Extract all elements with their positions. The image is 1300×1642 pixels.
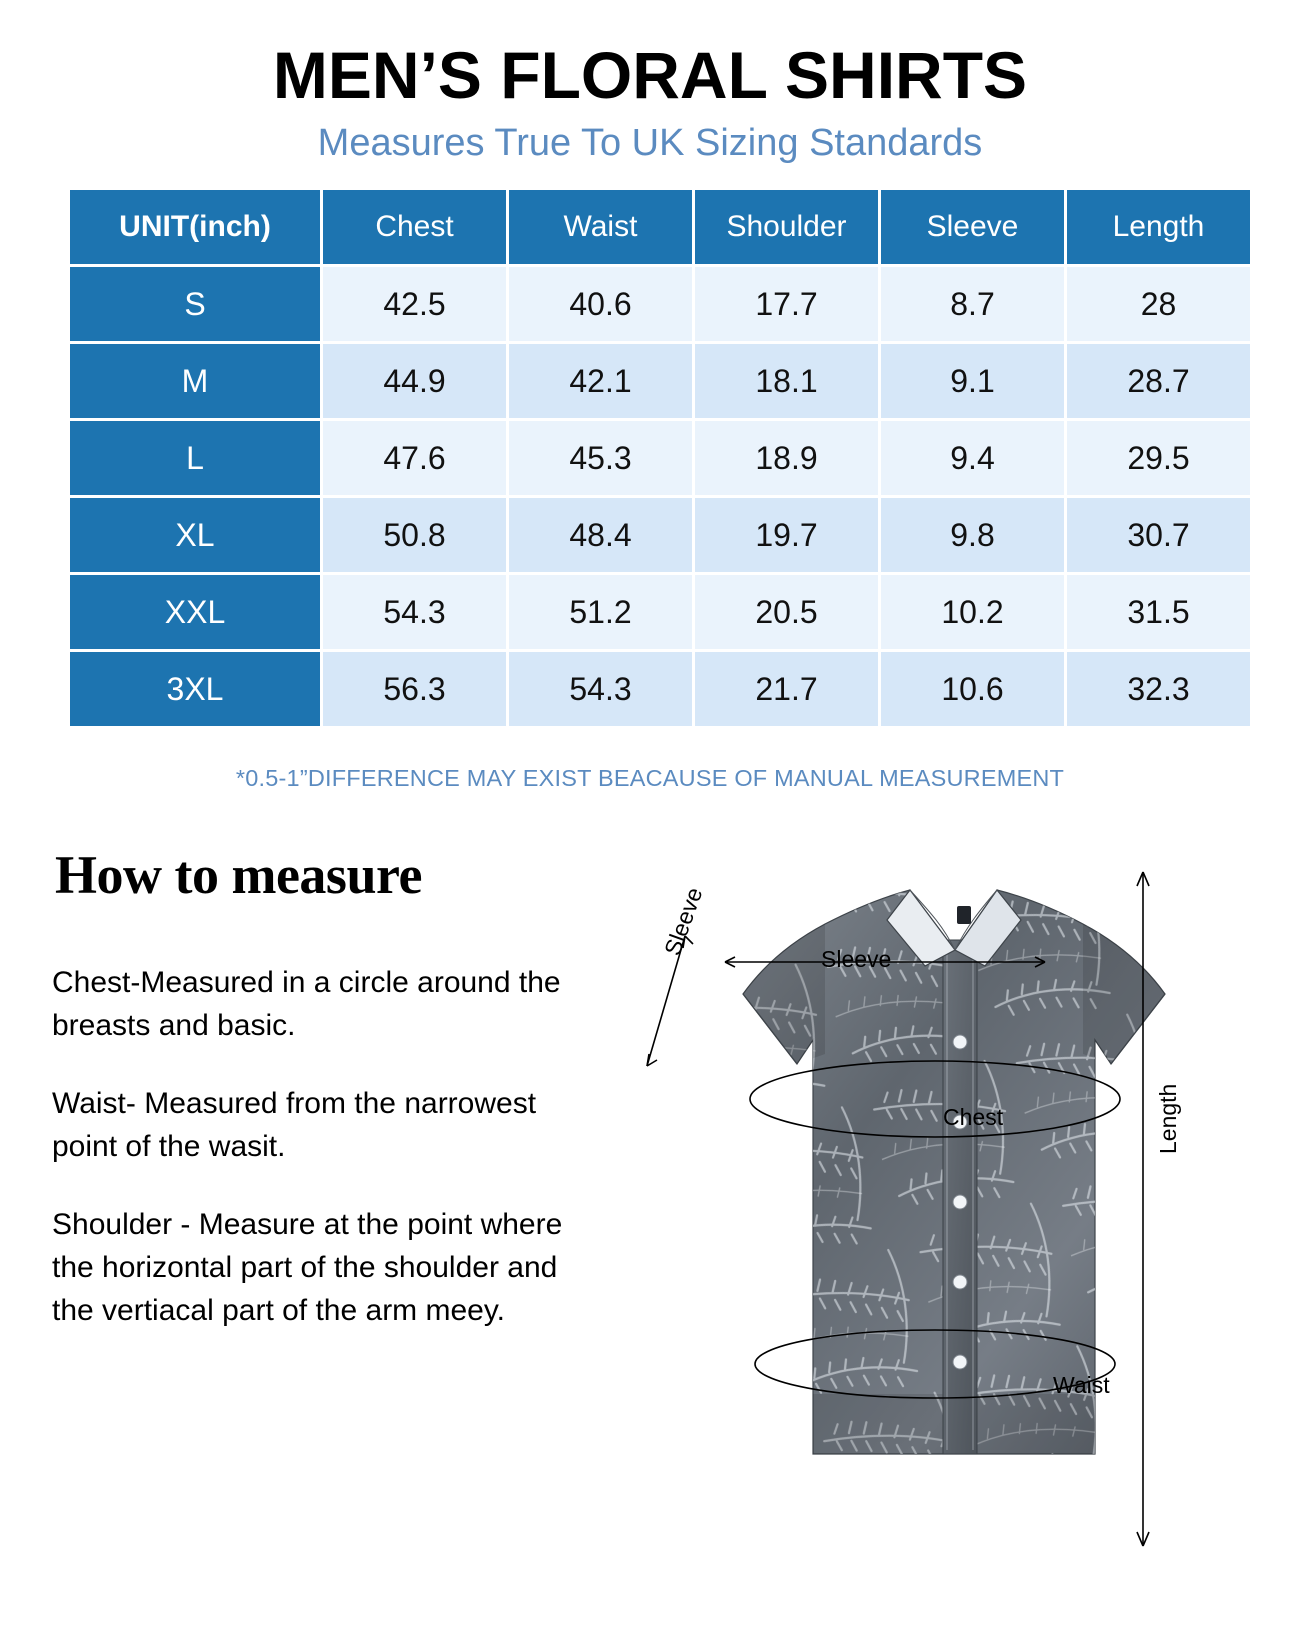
cell-chest: 54.3 — [323, 575, 506, 649]
cell-shoulder: 21.7 — [695, 652, 878, 726]
shirt-illustration-svg — [625, 854, 1285, 1564]
shirt-body — [725, 874, 1195, 1474]
cell-waist: 54.3 — [509, 652, 692, 726]
label-length: Length — [1155, 1083, 1181, 1154]
cell-length: 32.3 — [1067, 652, 1250, 726]
size-label: XL — [70, 498, 320, 572]
label-chest: Chest — [943, 1104, 1004, 1130]
label-sleeve-side: Sleeve — [659, 883, 708, 959]
size-label: 3XL — [70, 652, 320, 726]
cell-chest: 56.3 — [323, 652, 506, 726]
cell-chest: 50.8 — [323, 498, 506, 572]
shirt-diagram — [625, 854, 1285, 1564]
table-row — [70, 652, 1250, 726]
cell-length: 28.7 — [1067, 344, 1250, 418]
instruction-waist: Waist- Measured from the narrowest point of the wasit. — [52, 1087, 537, 1163]
cell-chest: 42.5 — [323, 267, 506, 341]
column-header-sleeve: Sleeve — [881, 190, 1064, 264]
size-chart-table-wrapper — [67, 187, 1233, 729]
cell-waist: 48.4 — [509, 498, 692, 572]
cell-sleeve: 9.1 — [881, 344, 1064, 418]
how-to-measure-heading: How to measure — [55, 845, 422, 905]
column-header-shoulder: Shoulder — [695, 190, 878, 264]
label-sleeve-top: Sleeve — [821, 946, 892, 972]
instruction-chest: Chest-Measured in a circle around the breasts and basic. — [52, 966, 561, 1042]
column-header-unit: UNIT(inch) — [70, 190, 320, 264]
size-label: XXL — [70, 575, 320, 649]
instruction-shoulder: Shoulder - Measure at the point where the horizontal part of the shoulder and the vertiacal part of the arm meey. — [52, 1208, 563, 1327]
cell-sleeve: 8.7 — [881, 267, 1064, 341]
label-waist: Waist — [1053, 1372, 1110, 1398]
how-to-measure-instructions — [52, 962, 592, 1368]
cell-sleeve: 9.4 — [881, 421, 1064, 495]
cell-length: 31.5 — [1067, 575, 1250, 649]
cell-shoulder: 18.1 — [695, 344, 878, 418]
page-title: MEN’S FLORAL SHIRTS — [272, 38, 1028, 112]
measurement-disclaimer: *0.5-1”DIFFERENCE MAY EXIST BEACAUSE OF MANUAL MEASUREMENT — [235, 765, 1065, 791]
cell-sleeve: 10.6 — [881, 652, 1064, 726]
cell-waist: 42.1 — [509, 344, 692, 418]
table-row — [70, 344, 1250, 418]
cell-length: 28 — [1067, 267, 1250, 341]
column-header-chest: Chest — [323, 190, 506, 264]
cell-sleeve: 9.8 — [881, 498, 1064, 572]
size-label: M — [70, 344, 320, 418]
cell-chest: 47.6 — [323, 421, 506, 495]
size-label: L — [70, 421, 320, 495]
table-row — [70, 575, 1250, 649]
cell-shoulder: 20.5 — [695, 575, 878, 649]
cell-shoulder: 19.7 — [695, 498, 878, 572]
cell-chest: 44.9 — [323, 344, 506, 418]
cell-waist: 45.3 — [509, 421, 692, 495]
cell-waist: 51.2 — [509, 575, 692, 649]
column-header-waist: Waist — [509, 190, 692, 264]
cell-shoulder: 18.9 — [695, 421, 878, 495]
table-row — [70, 421, 1250, 495]
cell-waist: 40.6 — [509, 267, 692, 341]
table-row — [70, 267, 1250, 341]
column-header-length: Length — [1067, 190, 1250, 264]
cell-length: 30.7 — [1067, 498, 1250, 572]
page-subtitle: Measures True To UK Sizing Standards — [317, 122, 983, 164]
cell-length: 29.5 — [1067, 421, 1250, 495]
table-row — [70, 498, 1250, 572]
how-to-measure-section — [0, 844, 1300, 1564]
cell-sleeve: 10.2 — [881, 575, 1064, 649]
cell-shoulder: 17.7 — [695, 267, 878, 341]
size-chart-table — [67, 187, 1253, 729]
size-label: S — [70, 267, 320, 341]
table-header-row — [70, 190, 1250, 264]
